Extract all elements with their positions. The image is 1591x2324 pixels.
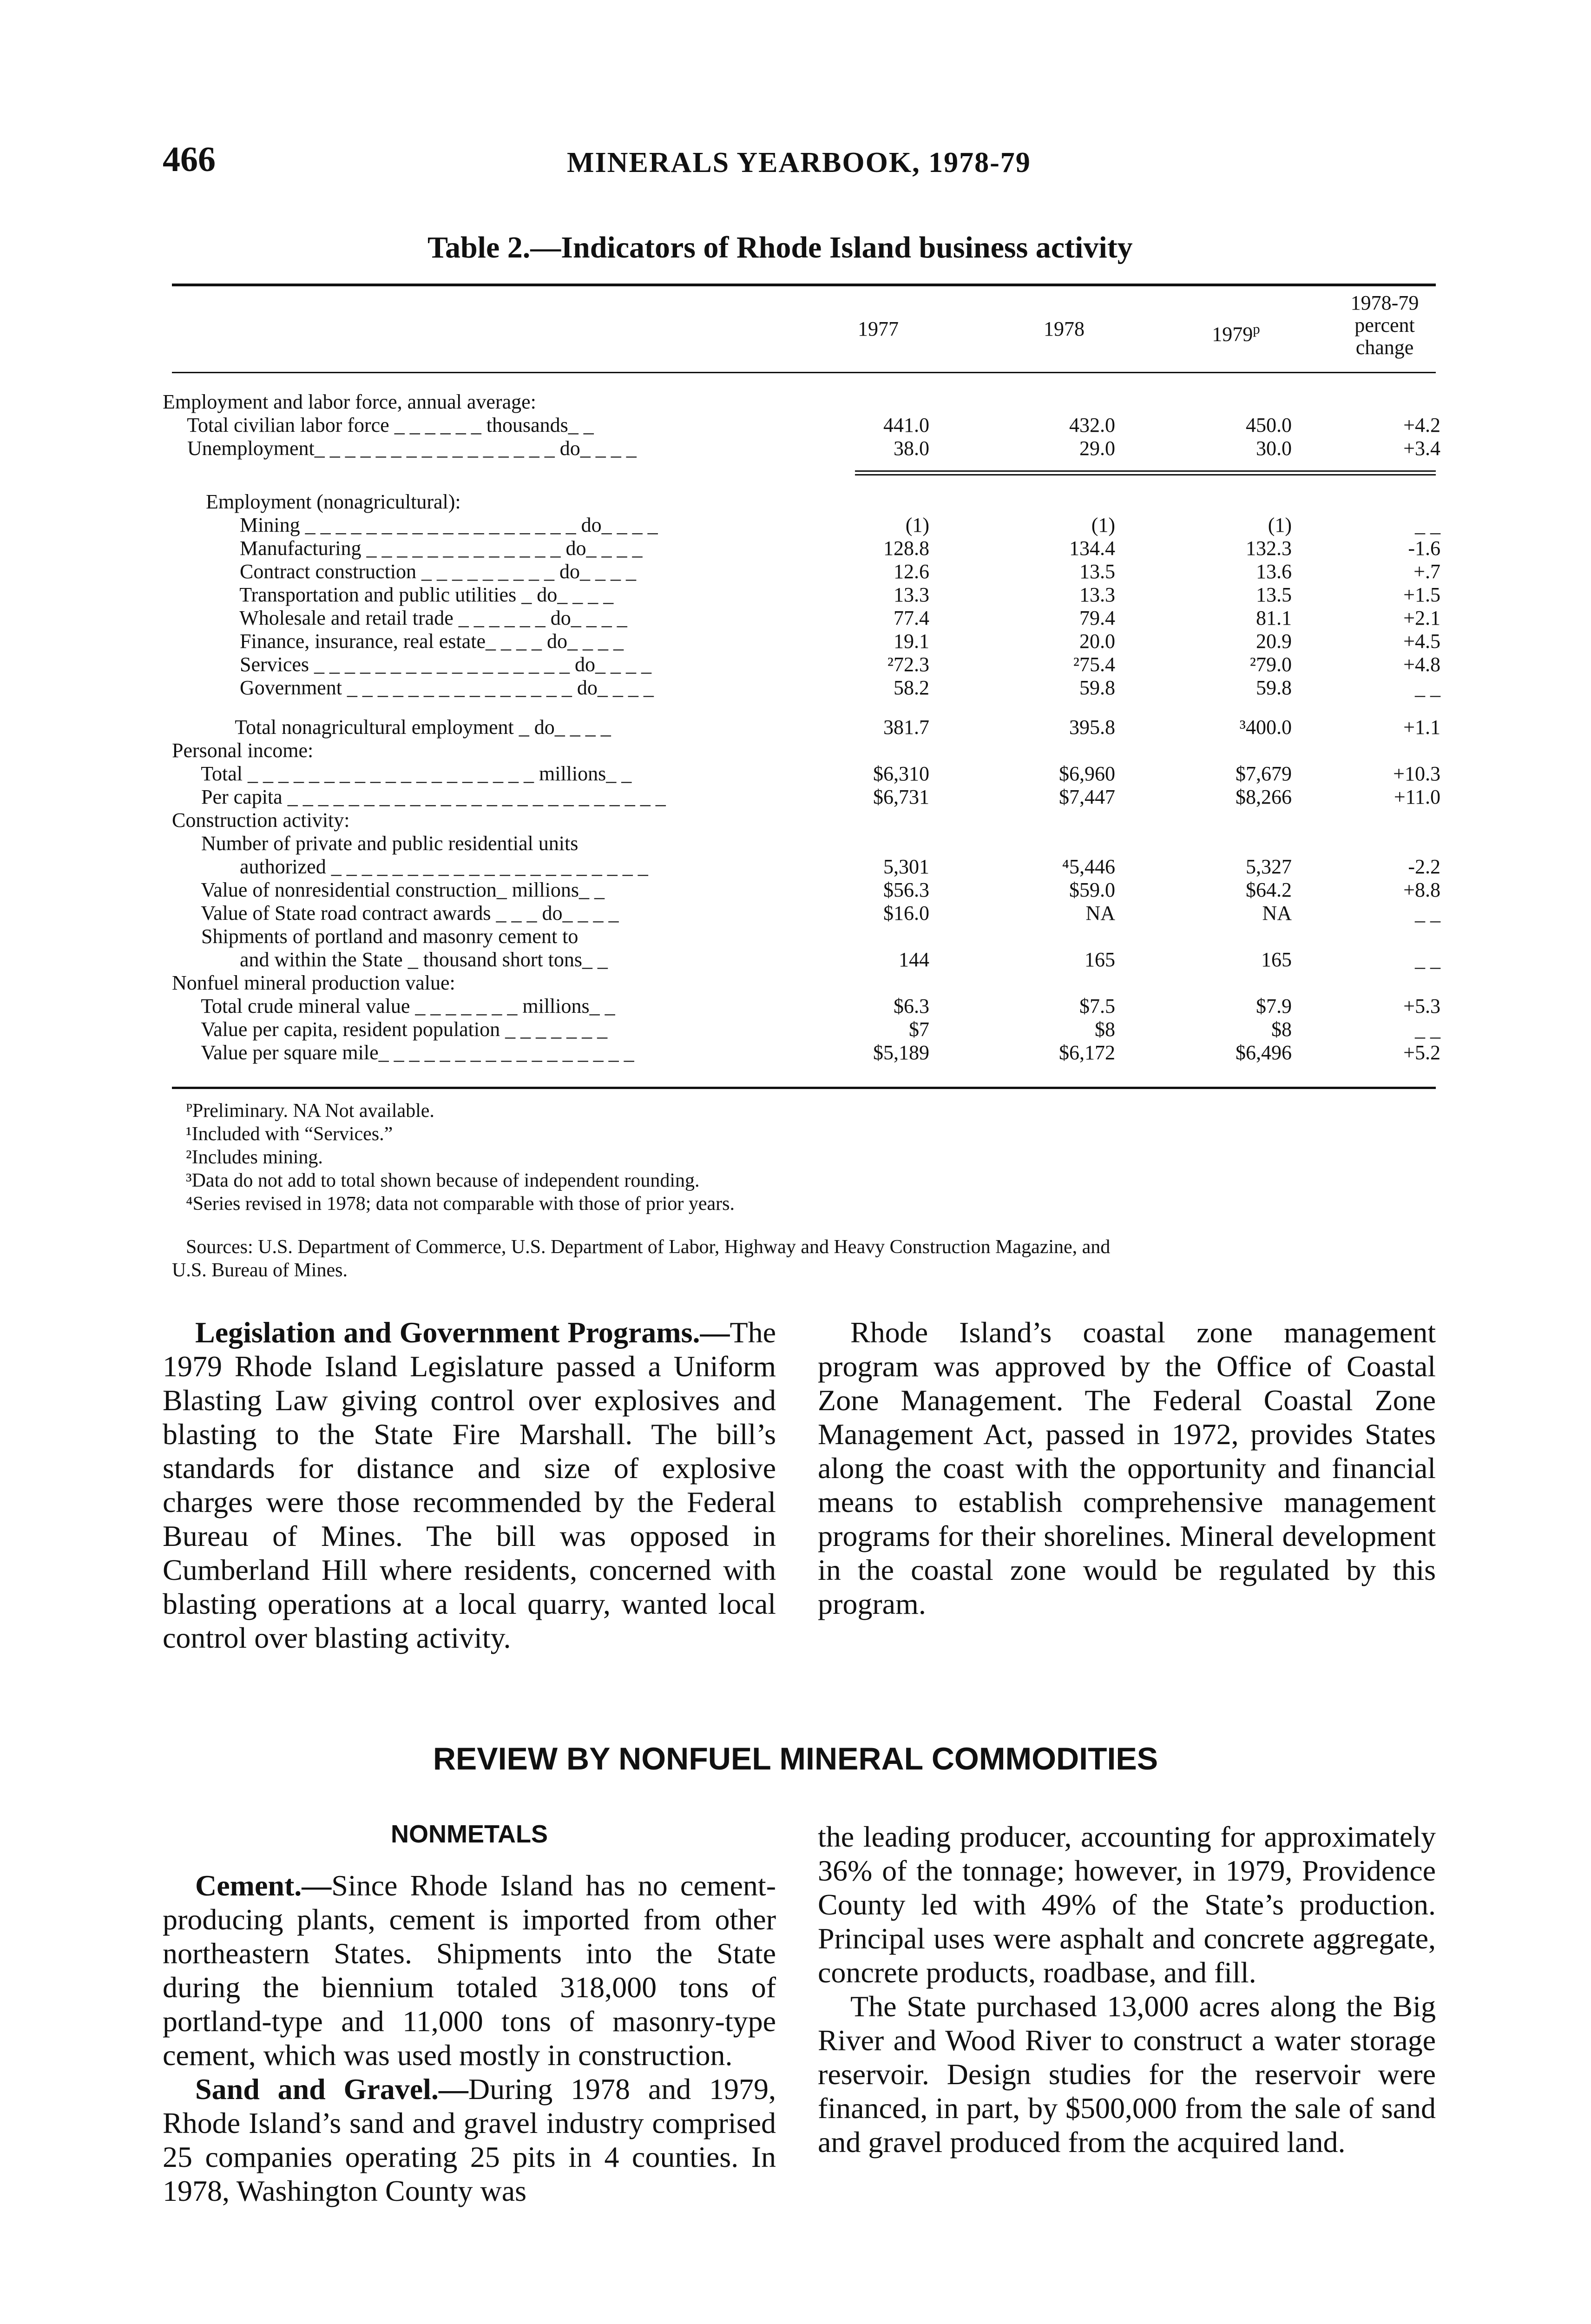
coastal-paragraph [818,1315,1436,1621]
cell-1978: 13.3 [1079,583,1115,606]
cell-1979: ³400.0 [1239,716,1292,739]
cell-percent-change: +8.8 [1403,878,1440,901]
cell-1979: $7,679 [1236,762,1292,785]
legislation-text: The 1979 Rhode Island Legislature passed a Uniform Blasting Law giving control over explosives and blasting to the State Fire Marshall. The bill’s standards for distance and size of explosive charges were those recommended by the Federal Bureau of Mines. The bill was opposed in Cumberland Hill where residents, concerned with blasting operations at a local quarry, wanted local control over blasting activity. [163,1316,776,1654]
cell-1979: $64.2 [1246,878,1292,901]
table-row [0,676,1591,700]
cement-text: Since Rhode Island has no cement-producing plants, cement is imported from other northeastern States. Shipments into the State during the biennium totaled 318,000 tons of portland-type and 11,000 tons of masonry-type cement, which was used mostly in construction. [163,1869,776,2072]
table-top-rule [172,284,1436,286]
cell-1977: 19.1 [894,630,929,653]
cell-1979: 59.8 [1256,676,1292,699]
cell-1978: $6,960 [1059,762,1115,785]
table-row [0,560,1591,583]
cell-1978: 165 [1085,948,1115,971]
col-header-1977: 1977 [858,317,899,340]
cell-1979: 5,327 [1246,855,1292,878]
cell-1979: (1) [1268,514,1292,536]
running-head: MINERALS YEARBOOK, 1978-79 [567,147,1031,178]
cell-percent-change: -2.2 [1408,855,1440,878]
cell-1977: 38.0 [894,437,929,460]
cell-1978: 79.4 [1079,607,1115,629]
footnote-2: ²Includes mining. [186,1147,323,1168]
cell-percent-change: +1.1 [1403,716,1440,739]
table-row [0,437,1591,460]
table-row [0,902,1591,925]
cell-1979: 165 [1261,948,1292,971]
row-label: Wholesale and retail trade _ _ _ _ _ _ do_ _ _ _ [209,607,627,629]
table-row [0,786,1591,809]
row-label: Shipments of portland and masonry cement to [186,925,579,948]
table-row [0,653,1591,676]
footnotes [186,1099,735,1215]
footnote-preliminary: ᴾPreliminary. NA Not available. [186,1100,434,1122]
cell-percent-change: +11.0 [1394,786,1440,808]
col-header-pc-line3: change [1355,336,1414,359]
cell-percent-change: _ _ [1415,948,1440,971]
cell-1979: $7.9 [1256,995,1292,1017]
cell-1978: $59.0 [1069,878,1115,901]
col-header-1979-sup: p [1253,321,1260,337]
table-row [0,607,1591,630]
row-label: Value per square mile_ _ _ _ _ _ _ _ _ _ _ _ _ _ _ _ _ [186,1041,634,1064]
row-label: authorized _ _ _ _ _ _ _ _ _ _ _ _ _ _ _ _ _ _ _ _ _ [209,855,648,878]
table-row [0,390,1591,414]
cell-1977: 5,301 [883,855,929,878]
table-row [0,1041,1591,1064]
cell-1978: 59.8 [1079,676,1115,699]
cell-1979: 450.0 [1246,414,1292,436]
cell-1977: 381.7 [883,716,929,739]
cell-1978: 13.5 [1079,560,1115,583]
nonmetals-right-column [818,1820,1436,2159]
cell-percent-change: _ _ [1415,514,1440,536]
cell-1977: $6,731 [873,786,929,808]
table-row [0,995,1591,1018]
col-header-pc-line2: percent [1354,314,1415,337]
cell-1979: 13.6 [1256,560,1292,583]
cell-1977: $7 [909,1018,929,1041]
cell-1977: 128.8 [883,537,929,560]
footnote-1: ¹Included with “Services.” [186,1123,393,1145]
table-title: Table 2.—Indicators of Rhode Island business activity [427,231,1133,264]
cell-1978: ⁴5,446 [1062,855,1115,878]
cell-1978: 29.0 [1079,437,1115,460]
row-label: Number of private and public residential units [186,832,579,855]
table-row [0,1018,1591,1041]
table-row [0,490,1591,514]
row-label: Total crude mineral value _ _ _ _ _ _ _ millions_ _ [186,995,615,1017]
table-row [0,809,1591,832]
row-label: and within the State _ thousand short tons_ _ [209,948,608,971]
section-heading: REVIEW BY NONFUEL MINERAL COMMODITIES [433,1741,1158,1776]
table-row [0,630,1591,653]
table-row [0,739,1591,762]
row-label: Government _ _ _ _ _ _ _ _ _ _ _ _ _ _ _ do_ _ _ _ [209,676,654,699]
row-label: Value of nonresidential construction_ millions_ _ [186,878,605,901]
col-header-percent-change [1329,292,1440,359]
page-number: 466 [163,140,216,179]
col-header-pc-line1: 1978-79 [1350,291,1419,314]
table-row [0,925,1591,948]
cell-1978: 395.8 [1069,716,1115,739]
cell-1977: $6,310 [873,762,929,785]
cell-1977: ²72.3 [887,653,929,676]
row-label: Services _ _ _ _ _ _ _ _ _ _ _ _ _ _ _ _ _ do_ _ _ _ [209,653,652,676]
table-row [0,762,1591,786]
cell-1979: NA [1262,902,1292,924]
cell-1977: 144 [899,948,929,971]
cell-1977: $6.3 [894,995,929,1017]
cell-1977: 77.4 [894,607,929,629]
row-label: Employment (nonagricultural): [191,490,461,513]
cell-1979: 30.0 [1256,437,1292,460]
cell-percent-change: +4.8 [1403,653,1440,676]
footnote-4: ⁴Series revised in 1978; data not comparable with those of prior years. [186,1193,735,1215]
row-label: Total nonagricultural employment _ do_ _ _ _ [204,716,611,739]
sources [172,1235,1111,1282]
row-label: Value per capita, resident population _ _ _ _ _ _ _ [186,1018,608,1041]
cell-1978: ²75.4 [1073,653,1115,676]
cell-1978: 432.0 [1069,414,1115,436]
cell-percent-change: +10.3 [1393,762,1440,785]
table-row [0,855,1591,878]
cell-percent-change: +4.2 [1403,414,1440,436]
sources-line-1: Sources: U.S. Department of Commerce, U.S. Department of Labor, Highway and Heavy Construction Magazine, and [186,1236,1111,1258]
cell-1979: 20.9 [1256,630,1292,653]
row-label: Total civilian labor force _ _ _ _ _ _ thousands_ _ [172,414,594,436]
table-row [0,878,1591,902]
row-label: Employment and labor force, annual average: [163,390,536,413]
table-row [0,414,1591,437]
row-label: Unemployment_ _ _ _ _ _ _ _ _ _ _ _ _ _ _ _ do_ _ _ _ [172,437,637,460]
col-header-1979-label: 1979 [1212,323,1253,346]
subsection-heading: NONMETALS [391,1820,548,1848]
nonmetals-left-column [163,1868,776,2208]
col-header-1978: 1978 [1044,317,1085,340]
cell-1979: $8 [1271,1018,1292,1041]
cell-1978: (1) [1091,514,1115,536]
sources-line-2: U.S. Bureau of Mines. [172,1260,348,1281]
cell-1979: 81.1 [1256,607,1292,629]
cell-1977: $5,189 [873,1041,929,1064]
cell-1977: (1) [905,514,929,536]
sand-gravel-text: During 1978 and 1979, Rhode Island’s sand and gravel industry comprised 25 companies operating 25 pits in 4 counties. In 1978, Washington County was [163,2073,776,2207]
row-label: Finance, insurance, real estate_ _ _ _ do_ _ _ _ [209,630,624,653]
cell-1977: 12.6 [894,560,929,583]
cell-1979: 132.3 [1246,537,1292,560]
row-label: Manufacturing _ _ _ _ _ _ _ _ _ _ _ _ _ do_ _ _ _ [209,537,643,560]
table-mid-rule [855,470,1436,472]
table-row [0,948,1591,971]
legislation-paragraph [163,1315,776,1655]
table-mid-rule-2 [855,474,1436,475]
cell-percent-change: +5.3 [1403,995,1440,1017]
cell-1978: $7,447 [1059,786,1115,808]
table-header-rule [172,372,1436,373]
cell-1978: $6,172 [1059,1041,1115,1064]
table-row [0,583,1591,607]
cell-percent-change: +.7 [1413,560,1440,583]
cell-percent-change: _ _ [1415,676,1440,699]
cell-percent-change: +1.5 [1403,583,1440,606]
cell-1978: 134.4 [1069,537,1115,560]
row-label: Construction activity: [172,809,350,832]
reservoir-text: The State purchased 13,000 acres along the Big River and Wood River to construct a water storage reservoir. Design studies for the reservoir were financed, in part, by $500,000 from the sale of sand and gravel produced from the acquired land. [818,1990,1436,2159]
row-label: Per capita _ _ _ _ _ _ _ _ _ _ _ _ _ _ _ _ _ _ _ _ _ _ _ _ _ [186,786,666,808]
cell-1977: 13.3 [894,583,929,606]
cell-1978: $8 [1095,1018,1115,1041]
sand-gravel-heading: Sand and Gravel.— [195,2073,468,2106]
row-label: Mining _ _ _ _ _ _ _ _ _ _ _ _ _ _ _ _ _ _ do_ _ _ _ [209,514,658,536]
cell-1977: $16.0 [883,902,929,924]
cement-heading: Cement.— [195,1869,332,1902]
table-row [0,514,1591,537]
cell-1977: $56.3 [883,878,929,901]
cell-1978: 20.0 [1079,630,1115,653]
cell-percent-change: +3.4 [1403,437,1440,460]
table-row [0,832,1591,855]
coastal-text: Rhode Island’s coastal zone management program was approved by the Office of Coastal Zone Management. The Federal Coastal Zone Management Act, passed in 1972, provides States along the coast with the opportunity and financial means to establish comprehensive management programs for their shorelines. Mineral development in the coastal zone would be regulated by this program. [818,1316,1436,1620]
row-label: Total _ _ _ _ _ _ _ _ _ _ _ _ _ _ _ _ _ _ _ millions_ _ [186,762,632,785]
cell-percent-change: +4.5 [1403,630,1440,653]
row-label: Transportation and public utilities _ do_ _ _ _ [209,583,614,606]
cell-percent-change: -1.6 [1408,537,1440,560]
table-bottom-rule [172,1087,1436,1089]
table-row [0,716,1591,739]
cell-1979: 13.5 [1256,583,1292,606]
sand-gravel-continued: the leading producer, accounting for approximately 36% of the tonnage; however, in 1979, Providence County led with 49% of the State’s production. Principal uses were asphalt and concrete aggregate, concrete products, roadbase, and fill. [818,1820,1436,1989]
row-label: Nonfuel mineral production value: [172,971,455,994]
cell-1978: $7.5 [1079,995,1115,1017]
table-row [0,971,1591,995]
row-label: Personal income: [172,739,314,762]
cell-percent-change: _ _ [1415,902,1440,924]
legislation-heading: Legislation and Government Programs.— [195,1316,730,1349]
col-header-1979 [1180,318,1292,346]
cell-1979: $6,496 [1236,1041,1292,1064]
row-label: Value of State road contract awards _ _ _ do_ _ _ _ [186,902,619,924]
cell-1977: 58.2 [894,676,929,699]
cell-percent-change: _ _ [1415,1018,1440,1041]
cell-1977: 441.0 [883,414,929,436]
row-label: Contract construction _ _ _ _ _ _ _ _ _ do_ _ _ _ [209,560,637,583]
table-row [0,537,1591,560]
cell-percent-change: +2.1 [1403,607,1440,629]
cell-percent-change: +5.2 [1403,1041,1440,1064]
cell-1978: NA [1085,902,1115,924]
cell-1979: $8,266 [1236,786,1292,808]
footnote-3: ³Data do not add to total shown because of independent rounding. [186,1170,700,1191]
cell-1979: ²79.0 [1249,653,1292,676]
